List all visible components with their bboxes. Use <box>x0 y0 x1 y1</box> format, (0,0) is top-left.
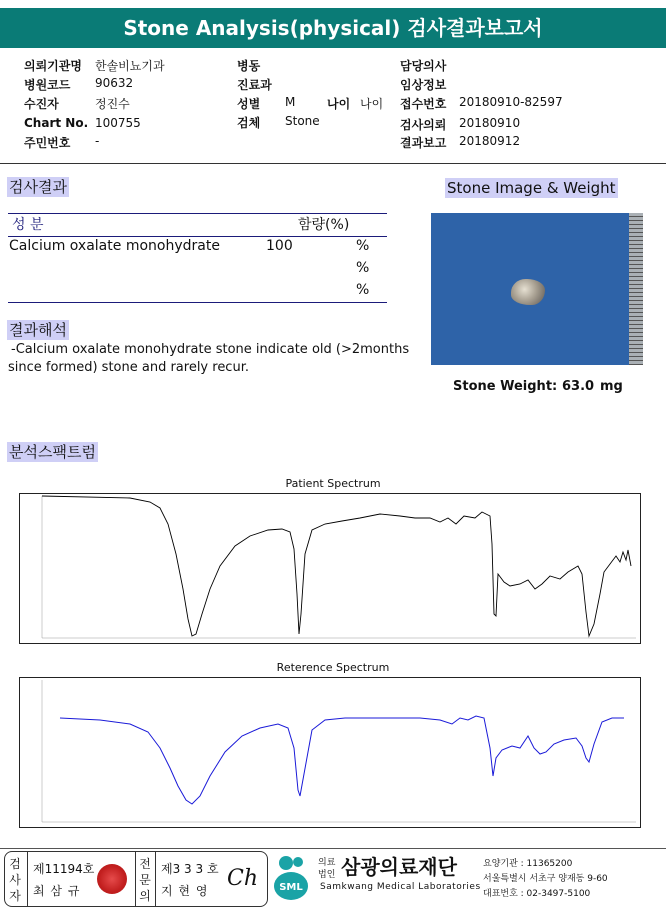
reference-spectrum-title: Reterence Spectrum <box>276 661 390 674</box>
stone-photo <box>431 213 643 365</box>
spectrum-heading: 분석스팩트럼 <box>9 443 96 461</box>
value-chart-no: 100755 <box>95 116 141 130</box>
value-institution: 한솔비뇨기과 <box>95 59 165 73</box>
value-age: 나이 <box>360 97 384 111</box>
inspector-seal <box>97 864 127 894</box>
sml-logo-icon <box>272 853 310 903</box>
label-ward: 병동 <box>237 59 261 73</box>
reference-spectrum-plot <box>19 677 641 828</box>
value-resident-no: - <box>95 134 100 148</box>
table-bottom-line <box>8 302 387 303</box>
institution-code: 요양기관 : 11365200 <box>483 859 573 869</box>
row-amount: 100 <box>266 238 293 254</box>
row-component: Calcium oxalate monohydrate <box>9 238 220 254</box>
label-hospital-code: 병원코드 <box>24 78 71 92</box>
interpretation-line-2: since formed) stone and rarely recur. <box>8 360 249 375</box>
org-phone: 대표번호 : 02-3497-5100 <box>483 889 591 899</box>
reviewer-no: 제3 3 3 호 <box>161 862 219 876</box>
label-physician: 담당의사 <box>400 59 447 73</box>
column-amount: 함량(%) <box>298 217 350 233</box>
label-sex: 성별 <box>237 97 261 111</box>
stone-weight-label: Stone Weight: <box>453 379 558 394</box>
label-specimen: 검체 <box>237 116 261 130</box>
value-specimen: Stone <box>285 114 320 128</box>
label-chart-no: Chart No. <box>24 116 89 130</box>
label-institution: 의뢰기관명 <box>24 59 82 73</box>
inspector-no: 제11194호 <box>33 862 95 876</box>
value-hospital-code: 90632 <box>95 76 134 90</box>
table-header-line <box>8 236 387 237</box>
reviewer-label: 전문의 <box>139 857 151 903</box>
reviewer-name: 지 현 영 <box>161 884 209 898</box>
results-heading: 검사결과 <box>9 178 67 196</box>
sml-logo-text: SML <box>279 882 303 893</box>
label-report-date: 결과보고 <box>400 136 447 150</box>
inspector-name: 최 삼 규 <box>33 884 81 898</box>
column-component: 성 분 <box>12 217 44 233</box>
value-report-date: 20180912 <box>459 134 521 148</box>
org-prefix-2: 법인 <box>318 870 336 880</box>
row-unit: % <box>356 238 370 254</box>
patient-spectrum-plot <box>19 493 641 644</box>
label-department: 진료과 <box>237 78 272 92</box>
org-prefix-1: 의료 <box>318 858 336 868</box>
header-divider <box>0 163 666 164</box>
patient-spectrum-line <box>42 496 631 636</box>
label-patient: 수진자 <box>24 97 59 111</box>
row-unit: % <box>356 282 370 298</box>
org-address: 서울특별시 서초구 양재동 9-60 <box>483 874 608 884</box>
stone-heading: Stone Image & Weight <box>447 179 616 197</box>
value-patient: 정진수 <box>95 97 130 111</box>
label-age: 나이 <box>327 97 351 111</box>
label-clinical-info: 임상정보 <box>400 78 447 92</box>
stone-specimen <box>511 279 545 305</box>
stone-weight-value: 63.0 <box>562 379 595 394</box>
reviewer-signature: Ch <box>227 866 259 891</box>
interpretation-line-1: -Calcium oxalate monohydrate stone indicate old (>2months <box>11 342 410 357</box>
footer-divider <box>0 848 666 849</box>
ruler <box>629 213 643 365</box>
value-request-date: 20180910 <box>459 116 521 130</box>
label-accession-no: 접수번호 <box>400 97 447 111</box>
value-sex: M <box>285 95 296 109</box>
report-title: Stone Analysis(physical) 검사결과보고서 <box>0 8 666 48</box>
stone-weight-unit: mg <box>600 379 623 394</box>
inspector-label: 검사자 <box>9 857 21 903</box>
org-name: 삼광의료재단 <box>341 855 457 879</box>
label-resident-no: 주민번호 <box>24 136 71 150</box>
signature-box <box>4 851 268 907</box>
patient-spectrum-title: Patient Spectrum <box>285 477 381 490</box>
value-accession-no: 20180910-82597 <box>459 95 563 109</box>
label-request-date: 검사의뢰 <box>400 118 447 132</box>
org-english-name: Samkwang Medical Laboratories <box>320 882 481 892</box>
reference-spectrum-line <box>60 716 624 804</box>
row-unit: % <box>356 260 370 276</box>
interpretation-heading: 결과해석 <box>9 321 67 339</box>
